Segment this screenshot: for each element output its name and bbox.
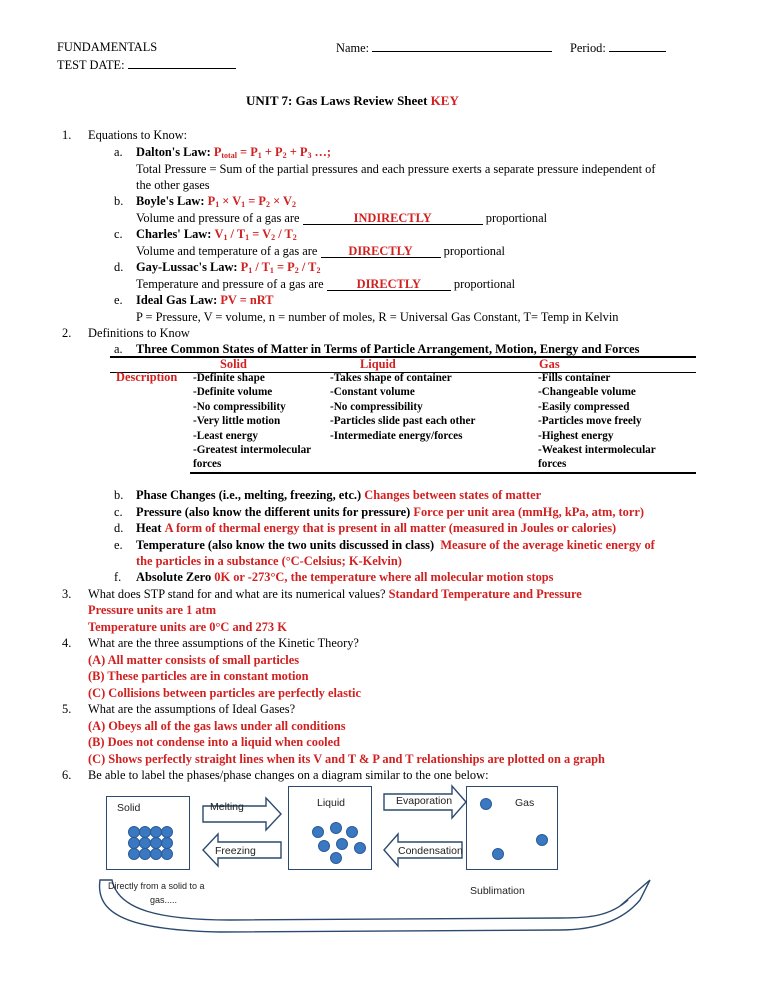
q2f-letter: f. [114, 570, 122, 584]
solid-item: -Definite volume [193, 386, 273, 399]
q3-number: 3. [62, 587, 72, 601]
q2c-term: Pressure (also know the different units for pressure) [136, 505, 411, 519]
liquid-item: -Takes shape of container [330, 372, 452, 384]
liquid-item: -Particles slide past each other [330, 415, 476, 428]
q2d-answer: A form of thermal energy that is present in all matter (measured in Joules or calories) [164, 521, 617, 535]
q2b-answer: Changes between states of matter [364, 488, 542, 502]
q2a-letter: a. [114, 342, 123, 356]
q1b-letter: b. [114, 194, 124, 208]
dalton-desc-2: the other gases [136, 178, 210, 192]
charles-law-equation: $V_1 / T_1 = V_2 / T_2$ [214, 227, 297, 242]
q5-answer-c: (C) Shows perfectly straight lines when its V and T & P and T relationships are plotted on a graph [88, 752, 605, 766]
q2e-term: Temperature (also know the two units discussed in class) [136, 538, 435, 552]
sublimation-note-1: Directly from a solid to a [108, 881, 205, 891]
solid-item: -No compressibility [193, 400, 286, 413]
q5-answer-a: (A) Obeys all of the gas laws under all conditions [88, 719, 346, 733]
gay-lussac-law-equation: $P_1 / T_1 = P_2 / T_2$ [240, 260, 321, 275]
solid-item: -Greatest intermolecular [193, 444, 312, 457]
dalton-desc-1: Total Pressure = Sum of the partial pressures and each pressure exerts a separate pressure independent of [136, 162, 656, 176]
solid-item: forces [193, 458, 222, 471]
period-label: Period: [570, 41, 606, 55]
q6-number: 6. [62, 768, 72, 782]
q2b-letter: b. [114, 488, 124, 502]
gay-lussac-desc-post: proportional [453, 277, 516, 291]
q2e-letter: e. [114, 538, 123, 552]
liquid-item: -No compressibility [330, 400, 423, 413]
q4-answer-b: (B) These particles are in constant motion [88, 669, 309, 683]
boyle-desc-post: proportional [485, 211, 548, 225]
gas-item: forces [538, 458, 567, 471]
header-solid: Solid [220, 357, 247, 371]
gas-item: -Highest energy [538, 429, 614, 442]
q1-number: 1. [62, 128, 72, 142]
solid-label: Solid [117, 802, 141, 814]
charles-law-name: Charles' Law: [136, 227, 212, 241]
q1-text: Equations to Know: [88, 128, 188, 142]
title-text: UNIT 7: Gas Laws Review Sheet [246, 93, 428, 108]
gay-lussac-desc-pre: Temperature and pressure of a gas are [136, 277, 324, 291]
liquid-label: Liquid [317, 797, 346, 809]
melting-label: Melting [210, 801, 244, 813]
q4-number: 4. [62, 636, 72, 650]
charles-desc-pre: Volume and temperature of a gas are [136, 244, 318, 258]
liquid-item: -Constant volume [330, 386, 415, 399]
sublimation-note-2: gas..... [150, 895, 178, 905]
q1d-letter: d. [114, 260, 124, 274]
q2d-term: Heat [136, 521, 162, 535]
gas-label: Gas [515, 797, 535, 809]
q2e-answer-2: the particles in a substance (°C-Celsius; K-Kelvin) [136, 554, 402, 568]
q6-text: Be able to label the phases/phase changes on a diagram similar to the one below: [88, 768, 489, 782]
row-label-description: Description [116, 370, 178, 384]
solid-item: -Least energy [193, 429, 258, 442]
header-gas: Gas [539, 357, 560, 371]
title-key: KEY [430, 93, 459, 108]
q3-answer-2: Pressure units are 1 atm [88, 603, 217, 617]
q4-answer-a: (A) All matter consists of small particles [88, 653, 300, 667]
ideal-gas-law-name: Ideal Gas Law: [136, 293, 218, 307]
charles-desc-post: proportional [443, 244, 505, 258]
solid-item: -Definite shape [193, 372, 265, 384]
freezing-label: Freezing [215, 845, 256, 857]
q2e-answer-1: Measure of the average kinetic energy of [440, 538, 655, 552]
q5-answer-b: (B) Does not condense into a liquid when cooled [88, 735, 340, 749]
boyle-desc-pre: Volume and pressure of a gas are [136, 211, 300, 225]
gas-item: -Fills container [538, 372, 611, 384]
boyle-answer: INDIRECTLY [303, 212, 483, 225]
ideal-gas-law-equation: PV = nRT [220, 293, 274, 307]
q1a-letter: a. [114, 145, 123, 159]
gay-lussac-law-name: Gay-Lussac's Law: [136, 260, 238, 274]
charles-answer: DIRECTLY [321, 245, 441, 258]
q2-number: 2. [62, 326, 72, 340]
q5-number: 5. [62, 702, 72, 716]
q1e-letter: e. [114, 293, 123, 307]
gas-item: -Particles move freely [538, 415, 642, 428]
q4-answer-c: (C) Collisions between particles are perfectly elastic [88, 686, 361, 700]
gas-item: -Easily compressed [538, 400, 630, 413]
course-name: FUNDAMENTALS [57, 40, 158, 54]
boyle-law-name: Boyle's Law: [136, 194, 205, 208]
boyle-law-equation: $P_1 \times V_1 = P_2 \times V_2$ [207, 194, 296, 209]
header-liquid: Liquid [360, 357, 396, 371]
gay-lussac-answer: DIRECTLY [327, 278, 451, 291]
liquid-item: -Intermediate energy/forces [330, 429, 463, 442]
evaporation-label: Evaporation [396, 795, 453, 807]
sublimation-label: Sublimation [470, 885, 525, 897]
dalton-law-equation: $P_{total} = P_1 + P_2 + P_3$ …; [213, 145, 332, 160]
q3-text: What does STP stand for and what are its numerical values? [88, 587, 386, 601]
q1c-letter: c. [114, 227, 123, 241]
q2f-term: Absolute Zero [136, 570, 212, 584]
dalton-law-name: Dalton's Law: [136, 145, 211, 159]
q2a-text: Three Common States of Matter in Terms of Particle Arrangement, Motion, Energy and Forces [136, 342, 640, 356]
ideal-gas-desc: P = Pressure, V = volume, n = number of moles, R = Universal Gas Constant, T= Temp in Kelvin [136, 310, 619, 324]
condensation-label: Condensation [398, 845, 463, 857]
name-label: Name: [336, 41, 370, 55]
q2f-answer: 0K or -273°C, the temperature where all molecular motion stops [214, 570, 554, 584]
gas-item: -Weakest intermolecular [538, 444, 656, 457]
solid-item: -Very little motion [193, 415, 281, 428]
q2c-letter: c. [114, 505, 123, 519]
q2c-answer: Force per unit area (mmHg, kPa, atm, torr) [413, 505, 644, 519]
q2d-letter: d. [114, 521, 124, 535]
q2-text: Definitions to Know [88, 326, 190, 340]
test-date-label: TEST DATE: [57, 58, 125, 72]
q3-answer-3: Temperature units are 0°C and 273 K [88, 620, 287, 634]
q4-text: What are the three assumptions of the Kinetic Theory? [88, 636, 359, 650]
gas-item: -Changeable volume [538, 386, 636, 399]
q3-answer-1: Standard Temperature and Pressure [388, 587, 582, 601]
q2b-term: Phase Changes (i.e., melting, freezing, etc.) [136, 488, 362, 502]
q5-text: What are the assumptions of Ideal Gases? [88, 702, 296, 716]
